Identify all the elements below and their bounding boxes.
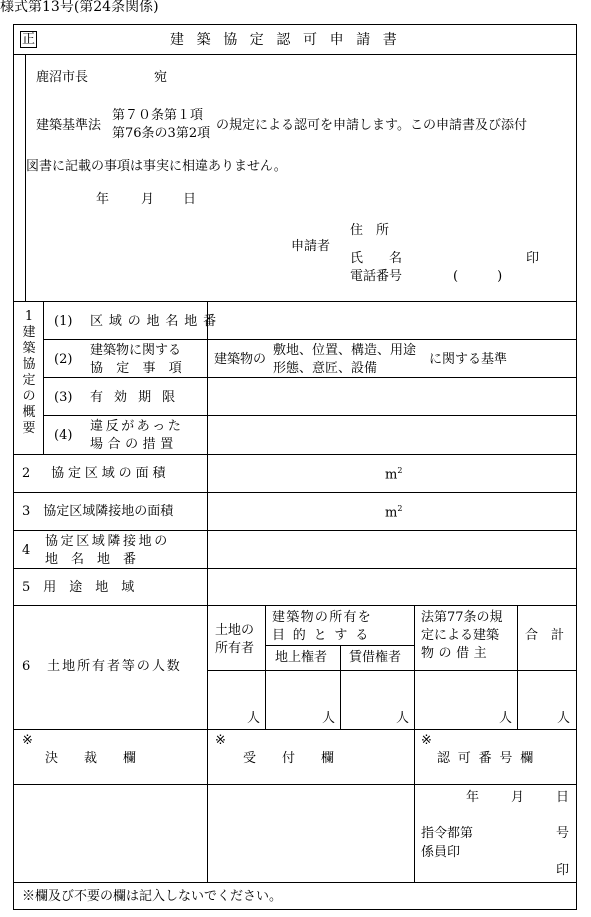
applicant-seal: 印 bbox=[526, 251, 540, 266]
applicant-label: 申請者 bbox=[291, 239, 331, 254]
item4-num: (4) bbox=[54, 428, 73, 443]
original-stamp: 正 bbox=[21, 32, 35, 47]
row6-col2-line2: 目的とする bbox=[272, 628, 377, 643]
row3-label: 3 協定区域隣接地の面積 bbox=[22, 504, 174, 519]
applicant-address-label: 住 所 bbox=[350, 223, 390, 238]
permit-date-month: 月 bbox=[511, 790, 525, 805]
row6-col3-line3: 物の借主 bbox=[421, 646, 492, 661]
reception-mark: ※ bbox=[215, 733, 226, 748]
footnote: ※欄及び不要の欄は記入しないでください。 bbox=[22, 889, 283, 904]
item2-num: (2) bbox=[54, 352, 73, 367]
row3-unit: $m^2$ bbox=[385, 504, 403, 521]
applicant-phone-paren: ( ) bbox=[453, 269, 503, 284]
applicant-phone-label: 電話番号 bbox=[350, 269, 403, 284]
row6-col3-line1: 法第77条の規 bbox=[421, 610, 503, 625]
permit-number-suffix: 号 bbox=[556, 826, 570, 841]
item3-label: 有効期限 bbox=[90, 390, 187, 405]
item2-content-a1: 敷地、位置、構造、用途 bbox=[273, 343, 417, 358]
permit-number-label: 指令都第 bbox=[421, 826, 474, 841]
section1-vertical-label: 1 建 築 協 定 の 概 要 bbox=[22, 309, 36, 436]
permit-mark: ※ bbox=[421, 733, 432, 748]
row6-col3-line2: 定による建築 bbox=[421, 628, 500, 643]
addressee: 鹿沼市長 bbox=[36, 70, 89, 85]
item3-num: (3) bbox=[54, 390, 73, 405]
row6-unit-total: 人 bbox=[557, 711, 571, 726]
addressee-suffix: 宛 bbox=[154, 70, 168, 85]
row6-col2b: 賃借権者 bbox=[349, 650, 402, 665]
item2-content-pre: 建築物の bbox=[214, 352, 267, 367]
row4-label-2: 地 名 地 番 bbox=[45, 552, 137, 567]
applicant-name-label: 氏 名 bbox=[350, 251, 403, 266]
item1-label: 区域の地名地番 bbox=[90, 314, 222, 329]
row6-col2-line1: 建築物の所有を bbox=[272, 610, 373, 625]
row6-unit-lease: 人 bbox=[396, 711, 410, 726]
approval-mark: ※ bbox=[22, 733, 33, 748]
item1-num: (1) bbox=[54, 314, 73, 329]
declaration-text-1: の規定による認可を申請します。この申請書及び添付 bbox=[216, 118, 527, 133]
law-name: 建築基準法 bbox=[36, 118, 102, 133]
row2-label: 2 協定区域の面積 bbox=[22, 466, 170, 481]
item2-content-a2: 形態、意匠、設備 bbox=[273, 361, 378, 376]
staff-seal-label: 係員印 bbox=[421, 845, 461, 860]
row6-col1-line1: 土地の bbox=[215, 623, 255, 638]
reception-column-label: 受 付 欄 bbox=[243, 751, 335, 766]
date-month: 月 bbox=[141, 192, 155, 207]
row5-label: 5 用 途 地 域 bbox=[22, 580, 135, 595]
item2-label-2: 協 定 事 項 bbox=[90, 361, 187, 376]
date-year: 年 bbox=[96, 192, 110, 207]
row6-unit-owner: 人 bbox=[247, 711, 261, 726]
row6-col1-line2: 所有者 bbox=[215, 641, 255, 656]
date-day: 日 bbox=[183, 192, 197, 207]
row6-unit-superficies: 人 bbox=[322, 711, 336, 726]
row6-label: 6 土地所有者等の人数 bbox=[22, 659, 182, 674]
form-number: 様式第13号(第24条関係) bbox=[0, 0, 159, 15]
row4-label-1: 協定区域隣接地の bbox=[45, 534, 170, 549]
form-title: 建築協定認可申請書 bbox=[170, 32, 410, 48]
row4-num: 4 bbox=[22, 543, 31, 558]
approval-column-label: 決 裁 欄 bbox=[45, 751, 137, 766]
law-ref-2: 第76条の3第2項 bbox=[112, 126, 211, 141]
row6-col4: 合 計 bbox=[525, 628, 565, 643]
item4-label-2: 場合の措置 bbox=[90, 437, 178, 452]
declaration-text-2: 図書に記載の事項は事実に相違ありません。 bbox=[26, 159, 287, 174]
item4-label-1: 違反があった bbox=[90, 419, 184, 434]
permit-date-year: 年 bbox=[466, 790, 480, 805]
row2-unit: $m^2$ bbox=[385, 466, 403, 483]
row6-col2a: 地上権者 bbox=[275, 650, 328, 665]
permit-date-day: 日 bbox=[556, 790, 570, 805]
item2-label-1: 建築物に関する bbox=[90, 343, 182, 358]
item2-content-post: に関する基準 bbox=[429, 352, 508, 367]
permit-column-label: 認可番号欄 bbox=[437, 751, 542, 766]
row6-unit-tenant: 人 bbox=[499, 711, 513, 726]
law-ref-1: 第７０条第１項 bbox=[112, 108, 204, 123]
staff-seal: 印 bbox=[556, 863, 570, 878]
